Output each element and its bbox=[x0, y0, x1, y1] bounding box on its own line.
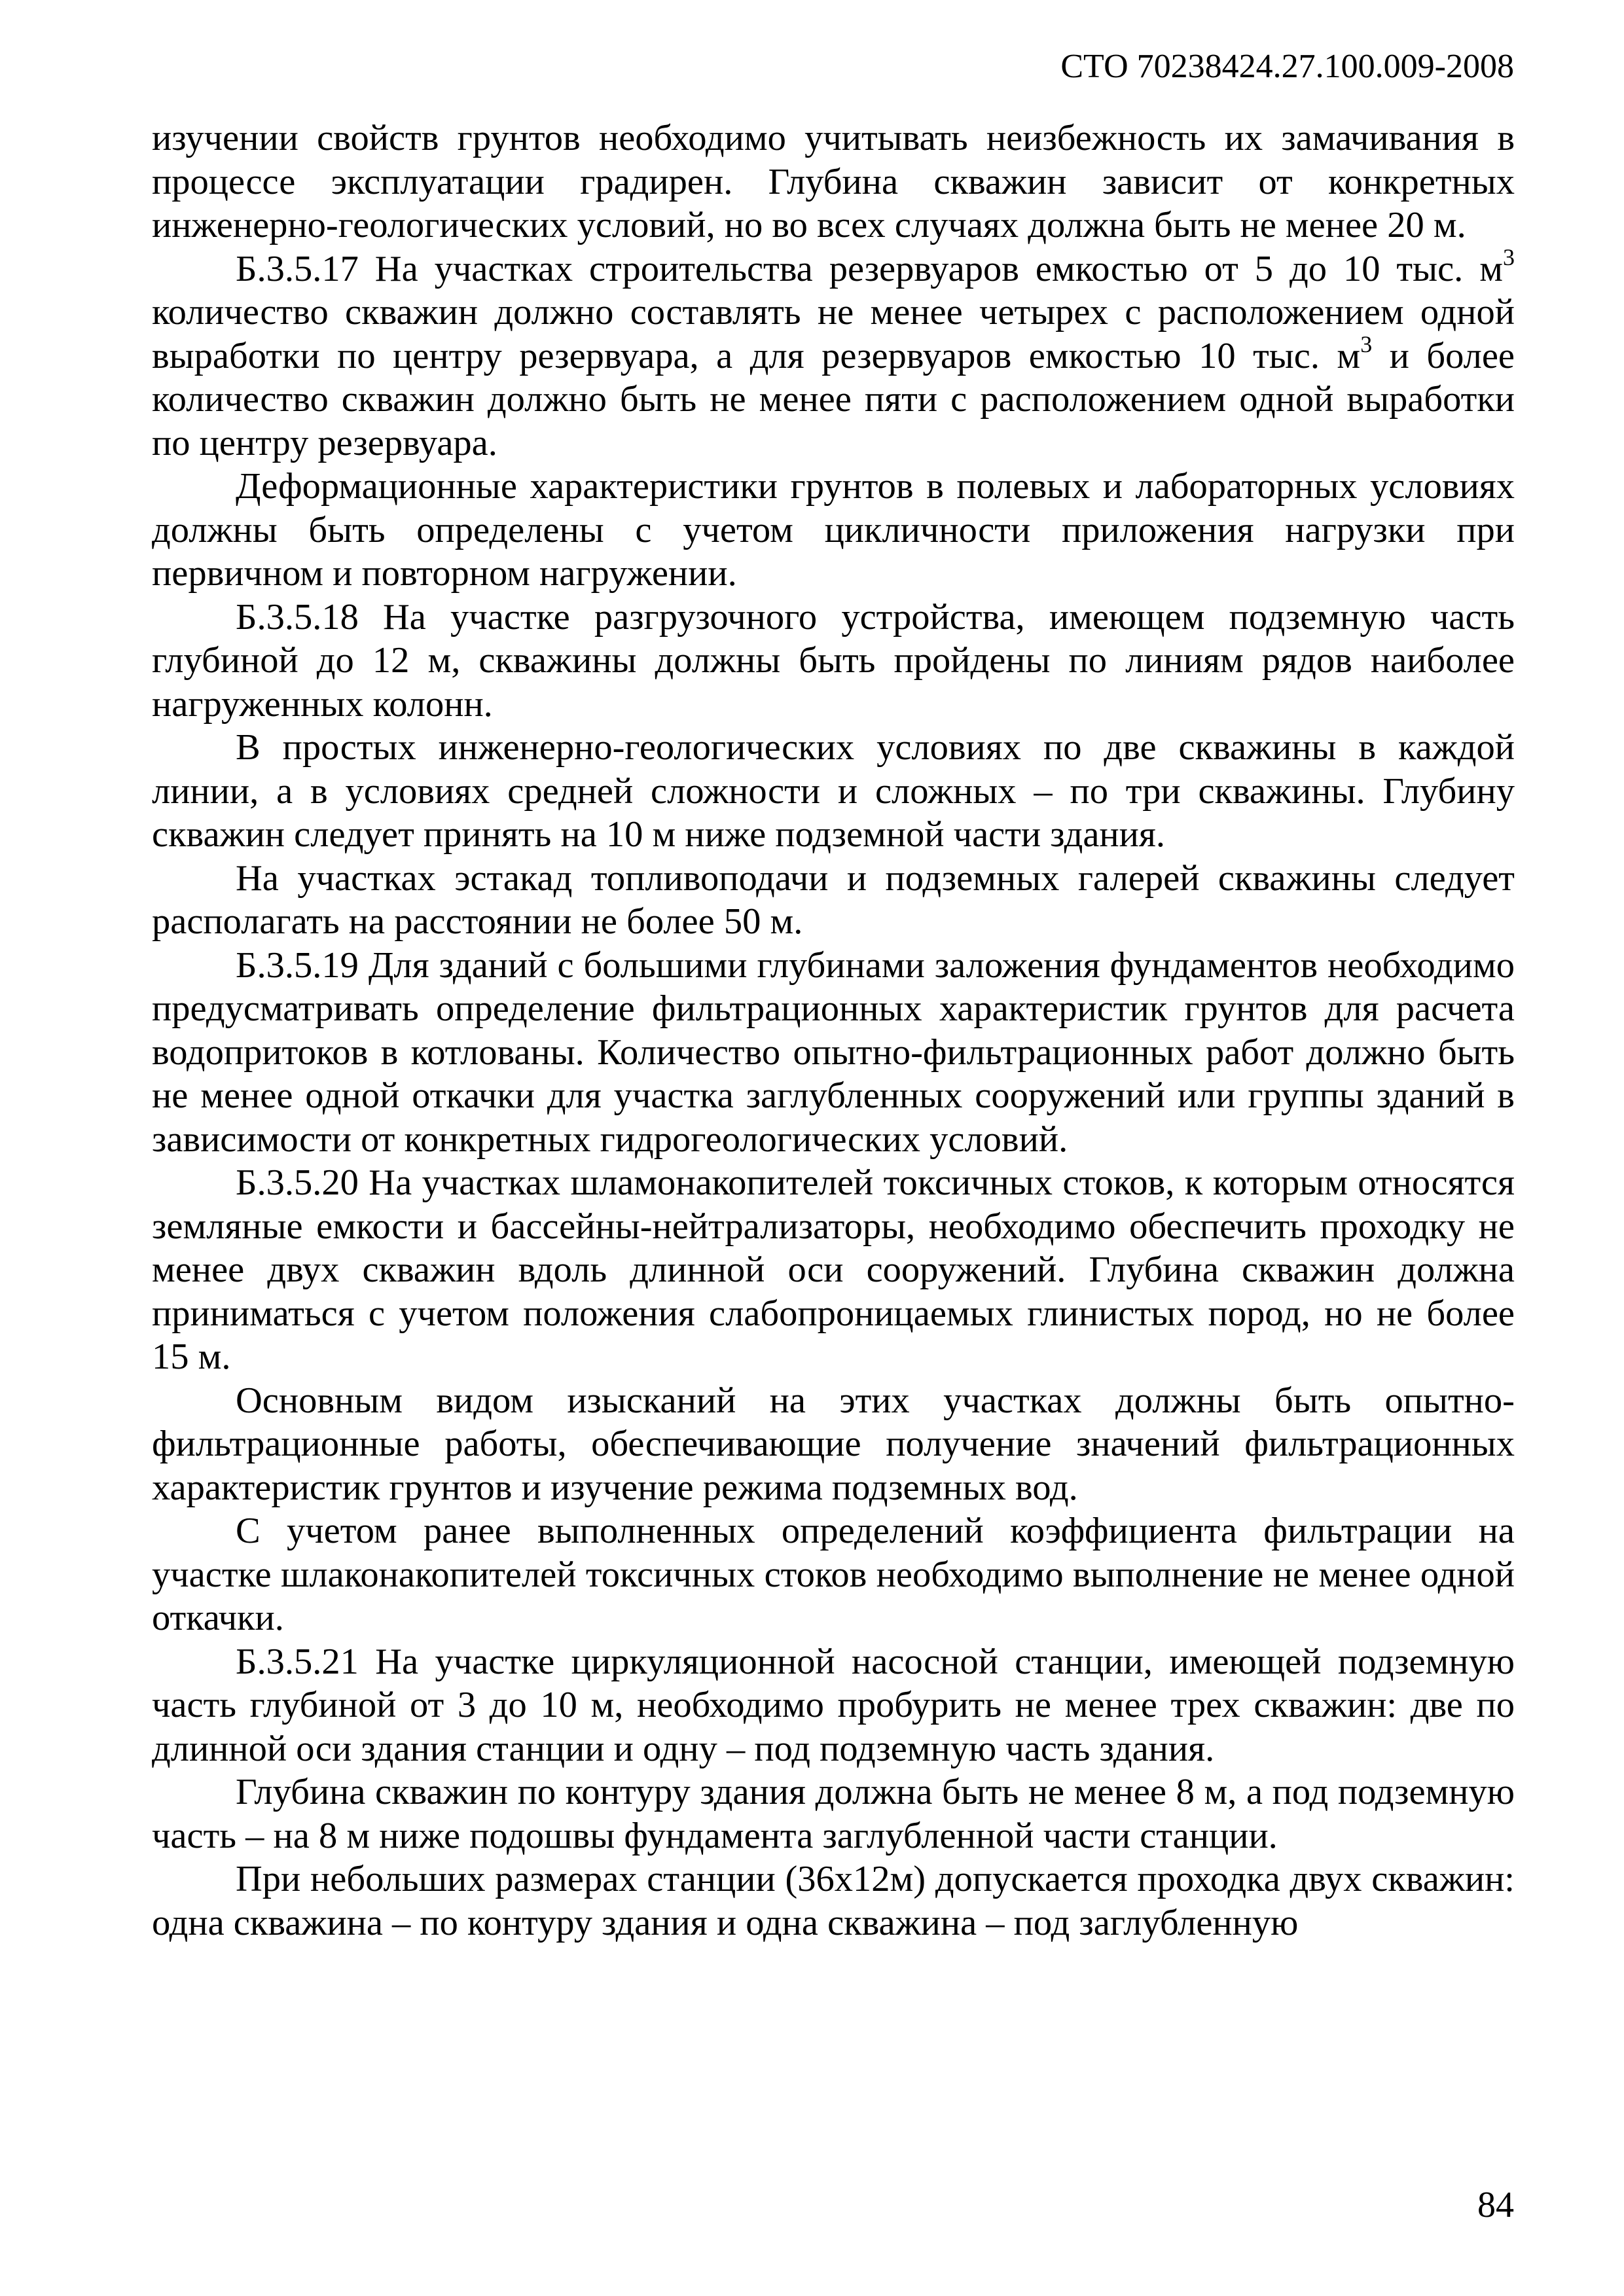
paragraph: Деформационные характеристики грунтов в полевых и лабораторных условиях должны быть определены с учетом цикличности приложения нагрузки при первичном и повторном нагружении. bbox=[152, 466, 1515, 594]
paragraph: С учетом ранее выполненных определений коэффициента фильтрации на участке шлаконакопителей токсичных стоков необходимо выполнение не менее одной откачки. bbox=[152, 1511, 1515, 1638]
paragraph-b-3-5-18: Б.3.5.18 На участке разгрузочного устройства, имеющем подземную часть глубиной до 12 м, скважины должны быть пройдены по линиям рядов наиболее нагруженных колонн. bbox=[152, 596, 1515, 725]
paragraph-text: количество скважин должно составлять не менее четырех с расположением одной выработки по центру резервуара, а для резервуаров емкостью 10 тыс. м bbox=[152, 292, 1515, 376]
paragraph-b-3-5-21: Б.3.5.21 На участке циркуляционной насосной станции, имеющей подземную часть глубиной от 3 до 10 м, необходимо пробурить не менее трех скважин: две по длинной оси здания станции и одну – под подземную часть здания. bbox=[152, 1641, 1515, 1769]
superscript: 3 bbox=[1503, 243, 1515, 270]
paragraph: В простых инженерно-геологических условиях по две скважины в каждой линии, а в условиях средней сложности и сложных – по три скважины. Глубину скважин следует принять на 10 м ниже подземной части здания. bbox=[152, 727, 1515, 855]
superscript: 3 bbox=[1360, 331, 1373, 357]
page-number: 84 bbox=[1477, 2185, 1514, 2225]
paragraph-b-3-5-19: Б.3.5.19 Для зданий с большими глубинами заложения фундаментов необходимо предусматривать определение фильтрационных характеристик грунтов для расчета водопритоков в котлованы. Количество опытно-фильтрационных работ должно быть не менее одной откачки для участка заглубленных сооружений или группы зданий в зависимости от конкретных гидрогеологических условий. bbox=[152, 944, 1515, 1160]
paragraph-text: Б.3.5.17 На участках строительства резервуаров емкостью от 5 до 10 тыс. м bbox=[236, 248, 1503, 289]
paragraph: Основным видом изысканий на этих участках должны быть опытно-фильтрационные работы, обеспечивающие получение значений фильтрационных характеристик грунтов и изучение режима подземных вод. bbox=[152, 1380, 1515, 1508]
paragraph-continuation: изучении свойств грунтов необходимо учитывать неизбежность их замачивания в процессе эксплуатации градирен. Глубина скважин зависит от конкретных инженерно-геологических условий, но во всех случаях должна быть не менее 20 м. bbox=[152, 118, 1515, 245]
document-body bbox=[152, 117, 1515, 1945]
paragraph-text: и более количество скважин должно быть не менее пяти с расположением одной выработки по центру резервуара. bbox=[152, 335, 1515, 463]
paragraph: Глубина скважин по контуру здания должна быть не менее 8 м, а под подземную часть – на 8 м ниже подошвы фундамента заглубленной части станции. bbox=[152, 1772, 1515, 1856]
paragraph-b-3-5-20: Б.3.5.20 На участках шламонакопителей токсичных стоков, к которым относятся земляные емкости и бассейны-нейтрализаторы, необходимо обеспечить проходку не менее двух скважин вдоль длинной оси сооружений. Глубина скважин должна приниматься с учетом положения слабопроницаемых глинистых пород, но не более 15 м. bbox=[152, 1162, 1515, 1377]
document-header: СТО 70238424.27.100.009-2008 bbox=[1060, 48, 1514, 85]
paragraph: На участках эстакад топливоподачи и подземных галерей скважины следует располагать на расстоянии не более 50 м. bbox=[152, 857, 1515, 942]
paragraph: При небольших размерах станции (36х12м) допускается проходка двух скважин: одна скважина – по контуру здания и одна скважина – под заглубленную bbox=[152, 1859, 1515, 1943]
paragraph-b-3-5-17 bbox=[152, 243, 1515, 465]
